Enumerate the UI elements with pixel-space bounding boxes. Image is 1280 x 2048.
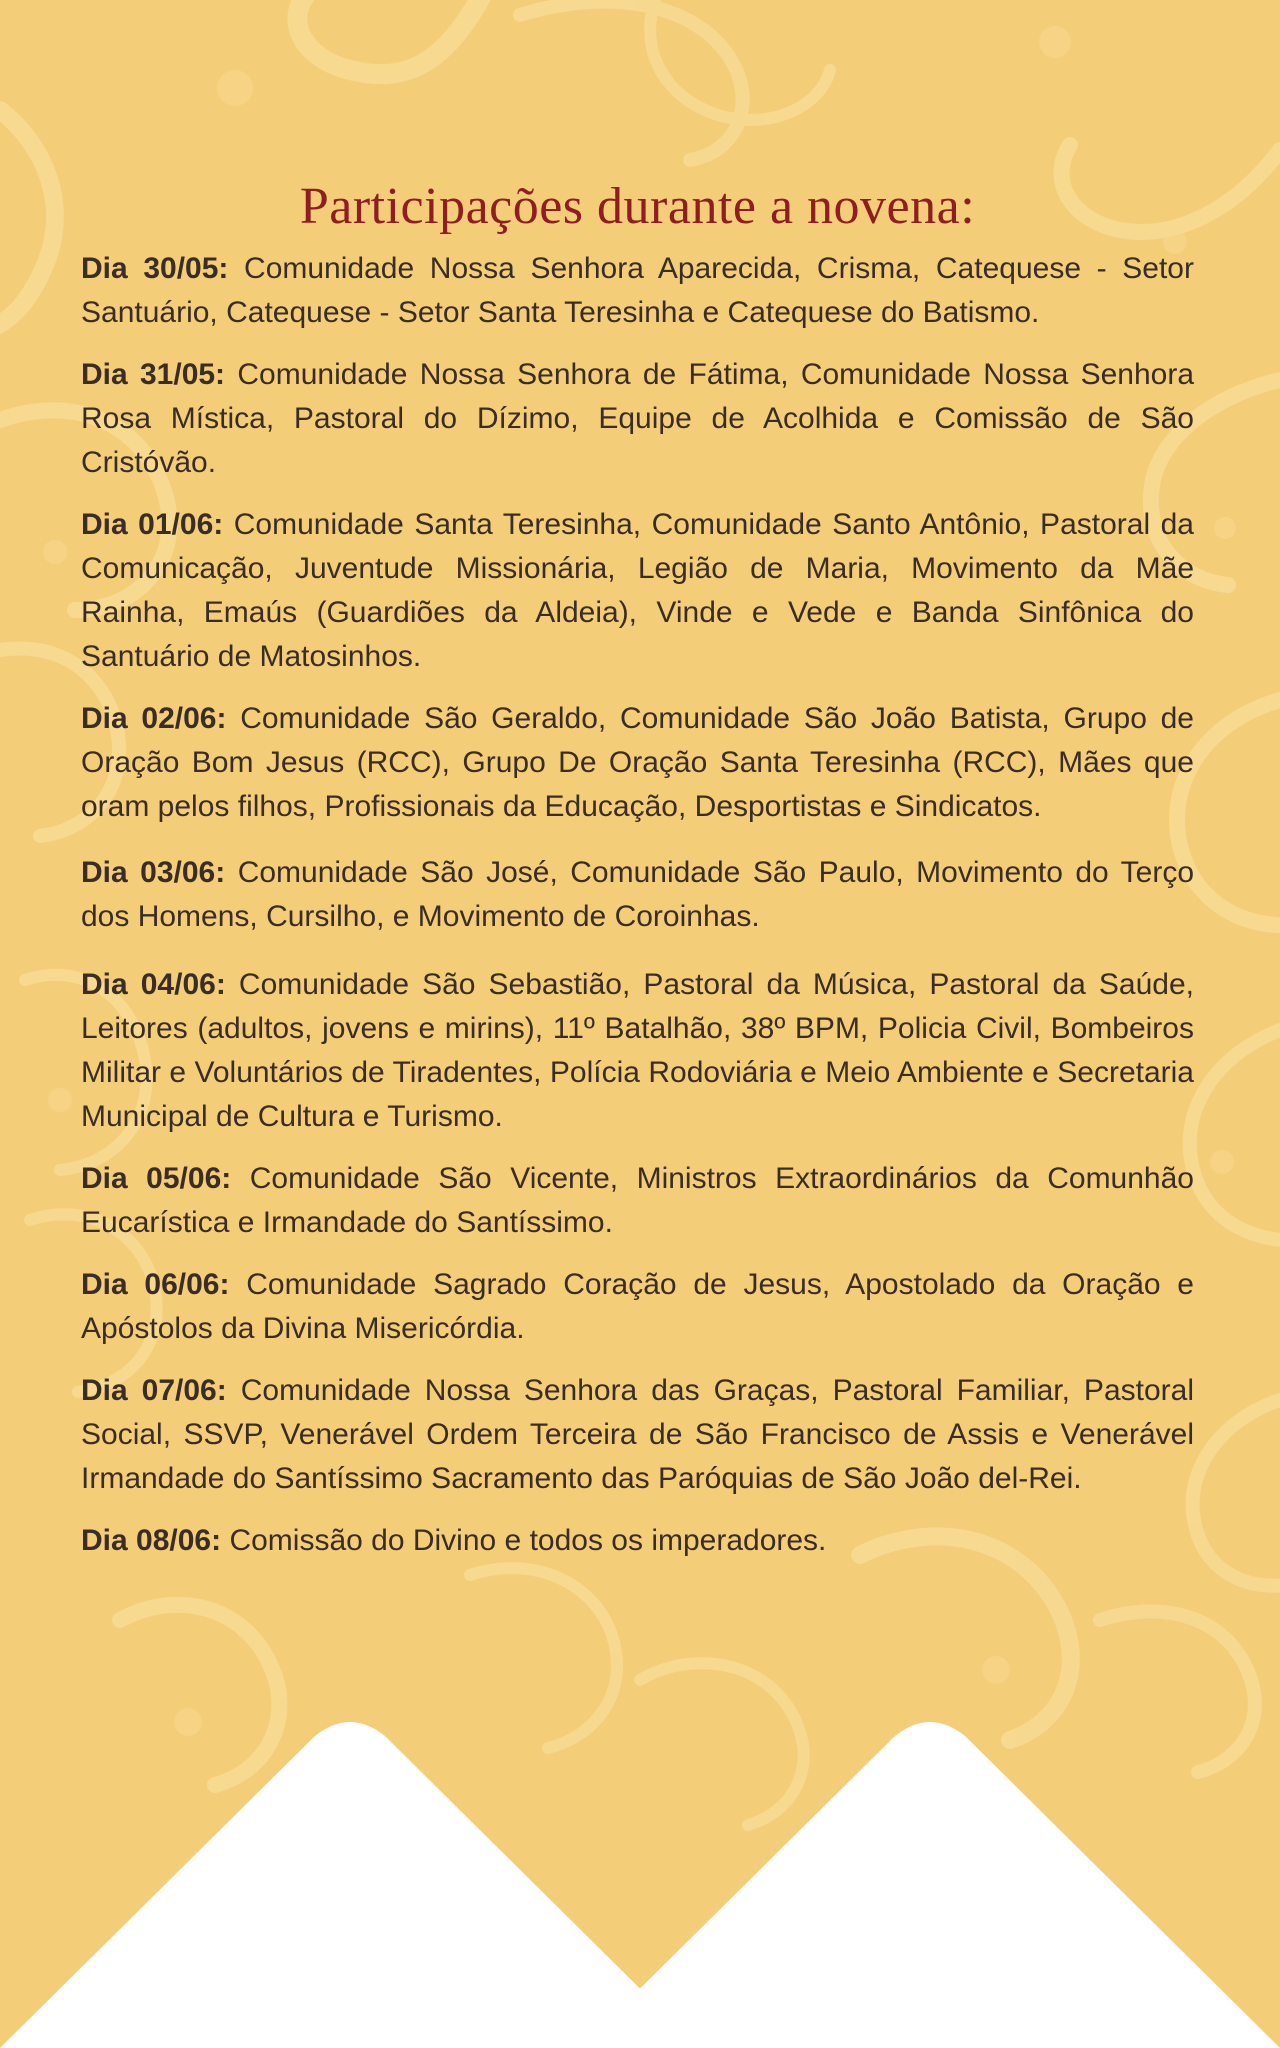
- entry-participants: Comunidade Nossa Senhora das Graças, Pastoral Familiar, Pastoral Social, SSVP, Venerável Ordem Terceira de São Francisco de Assis e Venerável Irmandade do Santíssimo Sacramento das Paróquias de São João del-Rei.: [81, 1373, 1194, 1495]
- schedule-entry-30-05: [81, 247, 1194, 335]
- bottom-peak-shapes: [0, 1708, 1280, 2048]
- right-peak-shape: [580, 1722, 1280, 2048]
- entry-participants: Comunidade São José, Comunidade São Paulo, Movimento do Terço dos Homens, Cursilho, e Movimento de Coroinhas.: [81, 855, 1194, 933]
- entry-date-label: Dia 08/06:: [81, 1523, 222, 1557]
- entry-participants: Comunidade São Sebastião, Pastoral da Música, Pastoral da Saúde, Leitores (adultos, jovens e mirins), 11º Batalhão, 38º BPM, Policia Civil, Bombeiros Militar e Voluntários de Tiradentes, Polícia Rodoviária e Meio Ambiente e Secretaria Municipal de Cultura e Turismo.: [81, 967, 1194, 1133]
- schedule-entry-04-06: [81, 963, 1194, 1139]
- entry-date-label: Dia 06/06:: [81, 1267, 230, 1301]
- schedule-entry-08-06: [81, 1519, 1194, 1563]
- left-peak-shape: [0, 1722, 700, 2048]
- schedule-entry-02-06: [81, 697, 1194, 829]
- entry-participants: Comunidade Nossa Senhora de Fátima, Comunidade Nossa Senhora Rosa Mística, Pastoral do Dízimo, Equipe de Acolhida e Comissão de São Cristóvão.: [81, 357, 1195, 479]
- entry-participants: Comunidade São Vicente, Ministros Extraordinários da Comunhão Eucarística e Irmandade do Santíssimo.: [81, 1161, 1194, 1239]
- entry-date-label: Dia 07/06:: [81, 1373, 227, 1407]
- schedule-entry-07-06: [81, 1369, 1194, 1501]
- entry-date-label: Dia 05/06:: [81, 1161, 232, 1195]
- entry-date-label: Dia 02/06:: [81, 701, 227, 735]
- entry-date-label: Dia 03/06:: [81, 855, 226, 889]
- entry-participants: Comissão do Divino e todos os imperadores.: [229, 1523, 827, 1557]
- entry-participants: Comunidade São Geraldo, Comunidade São João Batista, Grupo de Oração Bom Jesus (RCC), Grupo De Oração Santa Teresinha (RCC), Mães que oram pelos filhos, Profissionais da Educação, Desportistas e Sindicatos.: [81, 701, 1194, 823]
- entry-participants: Comunidade Santa Teresinha, Comunidade Santo Antônio, Pastoral da Comunicação, Juventude Missionária, Legião de Maria, Movimento da Mãe Rainha, Emaús (Guardiões da Aldeia), Vinde e Vede e Banda Sinfônica do Santuário de Matosinhos.: [81, 507, 1194, 673]
- participation-schedule: [81, 180, 1194, 1581]
- entry-date-label: Dia 31/05:: [81, 357, 226, 391]
- entry-date-label: Dia 30/05:: [81, 251, 229, 285]
- schedule-entry-01-06: [81, 503, 1194, 679]
- schedule-entry-03-06: [81, 851, 1194, 939]
- page-title: Participações durante a novena:: [299, 178, 976, 235]
- schedule-entry-06-06: [81, 1263, 1194, 1351]
- schedule-entry-05-06: [81, 1157, 1194, 1245]
- schedule-entry-31-05: [81, 353, 1194, 485]
- entry-date-label: Dia 01/06:: [81, 507, 224, 541]
- entry-date-label: Dia 04/06:: [81, 967, 226, 1001]
- entry-participants: Comunidade Sagrado Coração de Jesus, Apostolado da Oração e Apóstolos da Divina Misericórdia.: [81, 1267, 1194, 1345]
- entry-participants: Comunidade Nossa Senhora Aparecida, Crisma, Catequese - Setor Santuário, Catequese - Setor Santa Teresinha e Catequese do Batismo.: [81, 251, 1194, 329]
